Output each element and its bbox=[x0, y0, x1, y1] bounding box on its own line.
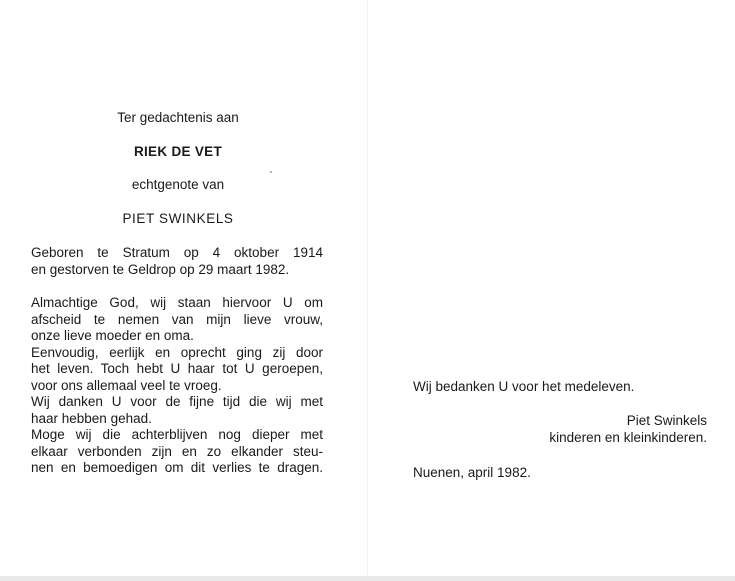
birth-death-dates bbox=[31, 245, 323, 278]
date-line: en gestorven te Geldrop op 29 maart 1982. bbox=[31, 261, 290, 277]
prayer-line: het leven. Toch hebt U haar tot U geroepen, bbox=[31, 361, 323, 376]
prayer-line: elkaar verbonden zijn en zo elkander steu- bbox=[31, 443, 323, 459]
relation-text: echtgenote van bbox=[131, 177, 225, 192]
prayer-line: haar hebben gehad. bbox=[31, 410, 152, 426]
prayer-line: afscheid te nemen van mijn lieve vrouw, bbox=[31, 311, 323, 327]
prayer-line: Wij danken U voor de fijne tijd die wij met bbox=[31, 394, 323, 409]
date-line: Geboren te Stratum op 4 oktober 1914 bbox=[31, 245, 323, 260]
thanks-text: Wij bedanken U voor het medeleven. bbox=[413, 379, 635, 394]
prayer-text bbox=[31, 295, 323, 477]
family-text: kinderen en kleinkinderen. bbox=[549, 430, 707, 445]
prayer-line: onze lieve moeder en oma. bbox=[31, 328, 194, 343]
prayer-line: Almachtige God, wij staan hiervoor U om bbox=[31, 295, 323, 310]
prayer-line: nen en bemoedigen om dit verlies te dragen. bbox=[31, 460, 323, 475]
prayer-line: voor ons allemaal veel te vroeg. bbox=[31, 377, 222, 393]
place-date: Nuenen, april 1982. bbox=[413, 465, 531, 480]
deceased-name: RIEK DE VET bbox=[133, 144, 223, 159]
speck-mark bbox=[270, 171, 272, 173]
spouse-name: PIET SWINKELS bbox=[122, 211, 234, 226]
prayer-line: Eenvoudig, eerlijk en oprecht ging zij door bbox=[31, 344, 323, 360]
prayer-line: Moge wij die achterblijven nog dieper met bbox=[31, 427, 323, 442]
scan-bottom-edge bbox=[0, 576, 735, 581]
intro-text: Ter gedachtenis aan bbox=[117, 110, 239, 125]
card-fold-line bbox=[367, 0, 368, 581]
signature-name: Piet Swinkels bbox=[626, 413, 707, 428]
